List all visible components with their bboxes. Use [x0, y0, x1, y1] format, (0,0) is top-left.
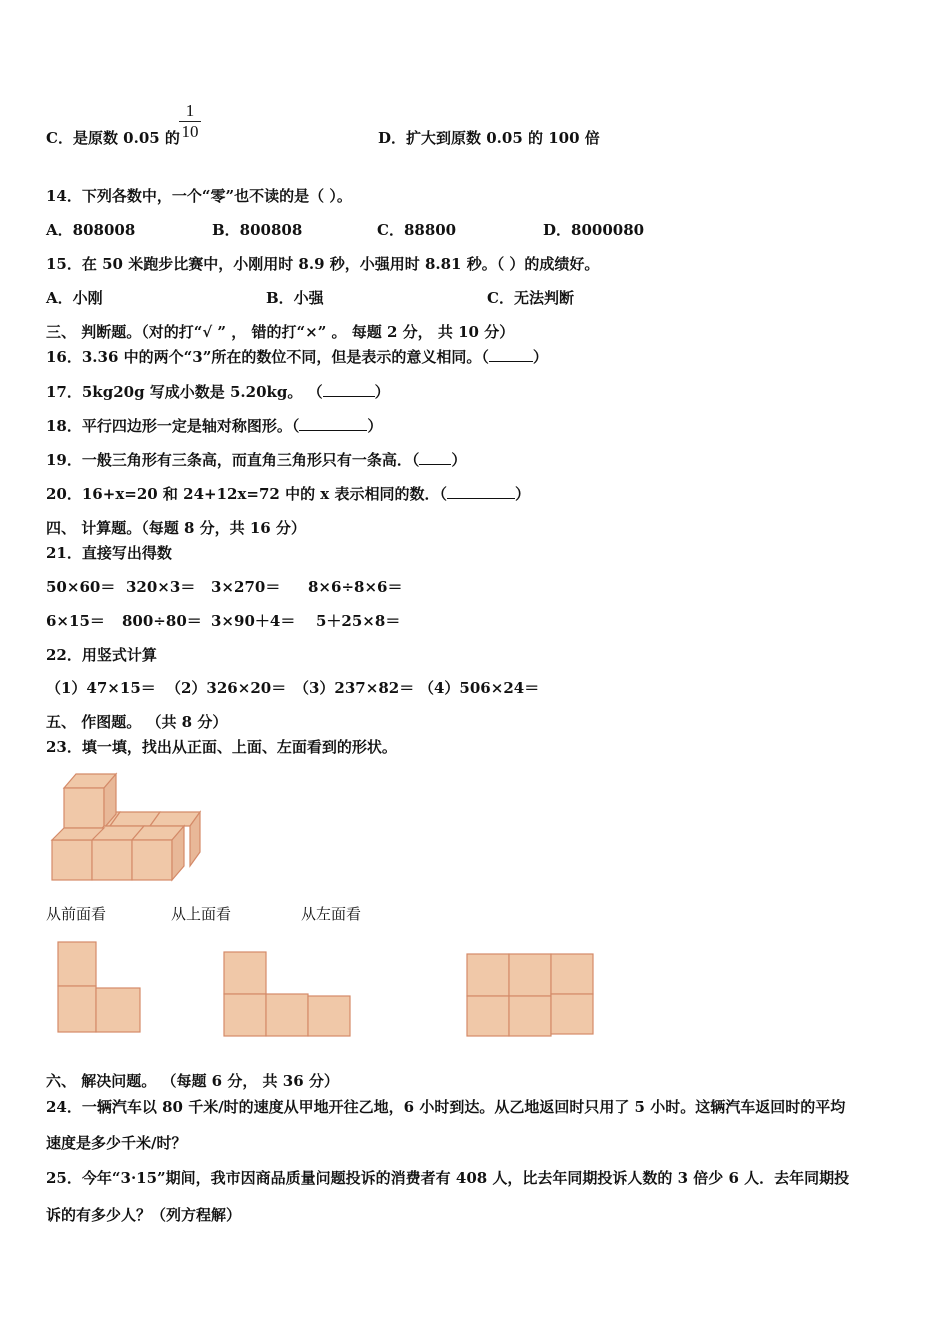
q25-line-2: 诉的有多少人？（列方程解） [46, 1206, 242, 1224]
q25-line-1: 25．今年“3·15”期间，我市因商品质量问题投诉的消费者有 408 人，比去年同期投诉人数的 3 倍少 6 人．去年同期投 [46, 1169, 850, 1187]
answer-blank[interactable] [489, 347, 533, 362]
close-paren: ） [514, 485, 530, 503]
q19 [46, 450, 466, 470]
q15-option-a: A．小刚 [46, 289, 103, 307]
cube-stack-figure [48, 770, 208, 882]
fraction-numerator: 1 [185, 101, 195, 120]
q14-option-a: A．808008 [46, 221, 136, 239]
q13-option-d: D．扩大到原数 0.05 的 100 倍 [378, 129, 600, 147]
q18-text: 18．平行四边形一定是轴对称图形。（ [46, 417, 300, 435]
q13-option-c: C．是原数 0.05 的 [46, 129, 180, 147]
q20-text: 20．16+x=20 和 24+12x=72 中的 x 表示相同的数．（ [46, 485, 447, 503]
q21-row-1 [46, 577, 546, 597]
close-paren: ） [451, 451, 467, 469]
q20 [46, 484, 530, 504]
expr: （3）237×82＝ [294, 679, 415, 697]
view-label-top: 从上面看 [171, 905, 232, 923]
expr: 50×60＝ [46, 578, 116, 596]
q17-text: 17．5kg20g 写成小数是 5.20kg。 （ [46, 383, 323, 401]
expr: 3×270＝ [211, 578, 281, 596]
q24-line-1: 24．一辆汽车以 80 千米/时的速度从甲地开往乙地，6 小时到达。从乙地返回时只用了 5 小时。这辆汽车返回时的平均 [46, 1098, 846, 1116]
q14-stem: 14．下列各数中，一个“零”也不读的是（ ）。 [46, 187, 352, 205]
q16-text: 16．3.36 中的两个“3”所在的数位不同，但是表示的意义相同。（ [46, 348, 489, 366]
view-label-front: 从前面看 [46, 905, 107, 923]
answer-blank[interactable] [447, 484, 515, 499]
q17 [46, 382, 390, 402]
q21-stem: 21．直接写出得数 [46, 544, 172, 562]
answer-blank[interactable] [299, 416, 367, 431]
q16 [46, 347, 548, 367]
expr: 6×15＝ [46, 612, 105, 630]
expr: 8×6÷8×6＝ [308, 578, 403, 596]
q14-option-b: B．800808 [212, 221, 303, 239]
section-6-heading: 六、 解决问题。 （每题 6 分， 共 36 分） [46, 1072, 339, 1090]
q15-options [46, 288, 746, 308]
q22-stem: 22．用竖式计算 [46, 646, 157, 664]
answer-blank[interactable] [323, 382, 375, 397]
q24-line-2: 速度是多少千米/时？ [46, 1134, 187, 1152]
left-view-shape [465, 952, 595, 1038]
close-paren: ） [374, 383, 390, 401]
q13-fraction [179, 102, 201, 141]
q23-stem: 23．填一填，找出从正面、上面、左面看到的形状。 [46, 738, 397, 756]
section-5-heading: 五、 作图题。 （共 8 分） [46, 713, 228, 731]
q22-items [46, 678, 566, 698]
expr: （4）506×24＝ [419, 679, 540, 697]
section-4-heading: 四、 计算题。（每题 8 分，共 16 分） [46, 519, 306, 537]
q19-text: 19．一般三角形有三条高，而直角三角形只有一条高．（ [46, 451, 420, 469]
expr: 320×3＝ [126, 578, 196, 596]
close-paren: ） [532, 348, 548, 366]
fraction-denominator: 10 [181, 122, 199, 141]
q14-option-d: D．8000080 [543, 221, 645, 239]
answer-blank[interactable] [419, 450, 451, 465]
expr: 800÷80＝ [122, 612, 202, 630]
top-view-shape [222, 950, 352, 1038]
section-3-heading: 三、 判断题。（对的打“√ ” ， 错的打“×” 。 每题 2 分， 共 10 分） [46, 323, 515, 341]
q15-option-c: C．无法判断 [487, 289, 574, 307]
front-view-shape [56, 940, 142, 1034]
q15-option-b: B．小强 [266, 289, 324, 307]
q18 [46, 416, 382, 436]
expr: 3×90＋4＝ [211, 612, 296, 630]
expr: 5＋25×8＝ [316, 612, 401, 630]
view-label-left: 从左面看 [301, 905, 362, 923]
q14-options [46, 220, 746, 240]
q21-row-2 [46, 611, 546, 631]
expr: （1）47×15＝ [46, 679, 156, 697]
q14-option-c: C．88800 [377, 221, 457, 239]
q15-stem: 15．在 50 米跑步比赛中，小刚用时 8.9 秒，小强用时 8.81 秒。（ ）的成绩好。 [46, 255, 600, 273]
close-paren: ） [367, 417, 383, 435]
expr: （2）326×20＝ [166, 679, 287, 697]
